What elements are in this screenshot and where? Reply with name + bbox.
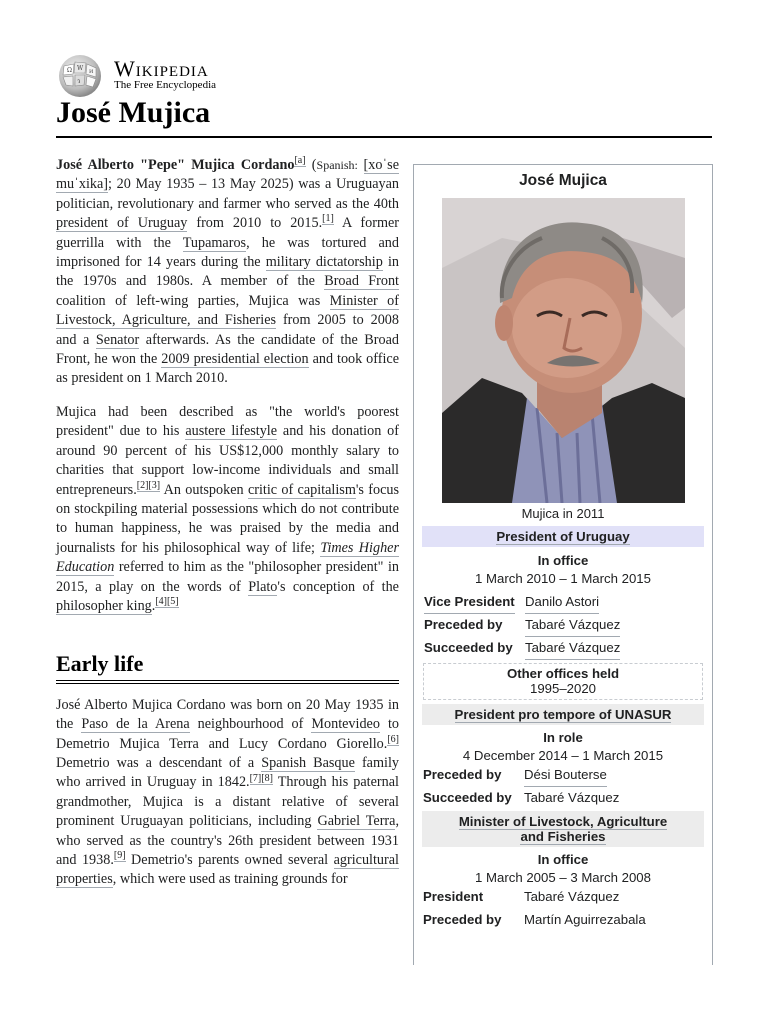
link-minister-header-1[interactable]: Minister of Livestock, Agriculture	[458, 814, 668, 829]
vice-president-row	[414, 590, 712, 613]
unasur-succeeded-label: Succeeded by	[423, 790, 512, 805]
ref-7-8[interactable]: [7][8]	[249, 772, 273, 784]
ipa-link[interactable]: [xoˈse muˈxika]	[56, 157, 399, 193]
link-broad-front[interactable]: Broad Front	[324, 273, 399, 290]
succeeded-by-row	[414, 636, 712, 659]
ref-6[interactable]: [6]	[387, 733, 399, 745]
minister-president-value: Tabaré Vázquez	[524, 889, 620, 904]
infobox-header-minister	[422, 811, 704, 847]
unasur-preceded-row	[414, 763, 712, 786]
minister-in-office-label: In office	[537, 852, 589, 867]
infobox-header-unasur	[422, 704, 704, 725]
paragraph-2: Mujica had been described as "the world's poorest president" due to his austere lifestyle and his donation of around 90 percent of his US$12,000 monthly salary to charities that support low-income individuals and small entrepreneurs.[2][3] An outspoken critic of capitalism's focus on stockpiling material possessions which do not contribute to human happiness, he was praised by the media and journalists for his philosophical way of life; Times Higher Education referred to him as the "philosopher president" in 2015, a play on the words of Plato's conception of the philosopher king.[4][5]	[56, 403, 399, 614]
vice-president-label[interactable]: Vice President	[424, 590, 515, 614]
site-header	[56, 52, 712, 94]
link-president-of-uruguay[interactable]: president of Uruguay	[56, 215, 188, 232]
svg-text:Ω: Ω	[67, 67, 72, 74]
link-gabriel-terra[interactable]: Gabriel Terra	[317, 813, 396, 830]
minister-president-label: President	[423, 889, 484, 904]
link-danilo-astori[interactable]: Danilo Astori	[525, 590, 599, 614]
link-paso-de-la-arena[interactable]: Paso de la Arena	[81, 716, 190, 733]
site-tagline: The Free Encyclopedia	[114, 79, 217, 91]
photo-caption: Mujica in 2011	[521, 506, 605, 521]
wikipedia-globe-logo[interactable]	[56, 54, 104, 98]
unasur-successor: Tabaré Vázquez	[524, 790, 620, 805]
minister-preceded-row	[414, 908, 712, 931]
preceded-by-label: Preceded by	[424, 617, 503, 632]
succeeded-by-label: Succeeded by	[424, 640, 513, 655]
link-montevideo[interactable]: Montevideo	[311, 716, 380, 733]
link-senator[interactable]: Senator	[95, 331, 140, 348]
link-times-higher-education[interactable]: Times Higher Education	[56, 539, 399, 576]
ref-4-5[interactable]: [4][5]	[155, 596, 179, 608]
link-tupamaros[interactable]: Tupamaros	[182, 234, 247, 251]
title-divider	[56, 136, 712, 138]
page-title: José Mujica	[56, 96, 211, 129]
infobox-header-president	[422, 526, 704, 547]
wikipedia-wordmark[interactable]: Wikipedia	[114, 56, 209, 81]
link-2009-election[interactable]: 2009 presidential election	[161, 351, 309, 368]
link-critic-of-capitalism[interactable]: critic of capitalism	[247, 481, 356, 498]
link-desi-bouterse[interactable]: Dési Bouterse	[524, 763, 607, 787]
ref-2-3[interactable]: [2][3]	[136, 479, 161, 491]
other-offices-label: Other offices held	[506, 666, 620, 681]
section-heading-early-life: Early life	[56, 651, 144, 677]
unasur-succeeded-row	[414, 786, 712, 809]
minister-predecessor: Martín Aguirrezabala	[524, 912, 646, 927]
ref-a[interactable]: [a]	[294, 155, 306, 167]
svg-text:И: И	[89, 69, 94, 75]
term-dates: 1 March 2010 – 1 March 2015	[475, 571, 651, 586]
minister-preceded-label: Preceded by	[423, 912, 502, 927]
section-divider	[56, 680, 399, 684]
infobox	[413, 164, 713, 965]
link-agricultural-properties[interactable]: agricultural properties	[56, 852, 399, 888]
link-plato[interactable]: Plato	[248, 578, 278, 595]
preceded-by-row	[414, 613, 712, 636]
other-offices-toggle[interactable]	[423, 663, 703, 700]
other-offices-years: 1995–2020	[529, 681, 596, 696]
ref-1[interactable]: [1]	[322, 213, 334, 225]
in-office-label: In office	[537, 553, 589, 568]
svg-text:W: W	[77, 65, 84, 72]
link-minister-header-2[interactable]: and Fisheries	[520, 829, 606, 844]
link-tabare-vazquez-preceded[interactable]: Tabaré Vázquez	[525, 613, 620, 637]
article-body	[56, 156, 399, 904]
unasur-preceded-label: Preceded by	[423, 767, 502, 782]
link-military-dictatorship[interactable]: military dictatorship	[265, 254, 383, 271]
paragraph-3: José Alberto Mujica Cordano was born on 20 May 1935 in the Paso de la Arena neighbourhood of Montevideo to Demetrio Mujica Terra and Lucy Cordano Giorello.[6] Demetrio was a descendant of a Spanish Basque family who arrived in Uruguay in 1842.[7][8] Through his paternal grandmother, Mujica is a distant relative of several prominent Uruguayan politicians, including Gabriel Terra, who served as the country's 26th president between 1931 and 1938.[9] Demetrio's parents owned several agricultural properties, which were used as training grounds for	[56, 696, 399, 888]
link-tabare-vazquez-succeeded[interactable]: Tabaré Vázquez	[525, 636, 620, 660]
link-minister[interactable]: Minister of Livestock, Agriculture, and Fisheries	[56, 292, 399, 329]
link-spanish-basque[interactable]: Spanish Basque	[261, 754, 355, 771]
lead-name: José Alberto "Pepe" Mujica Cordano	[56, 157, 295, 173]
infobox-title: José Mujica	[519, 172, 607, 189]
link-austere-lifestyle[interactable]: austere lifestyle	[185, 423, 278, 440]
minister-dates: 1 March 2005 – 3 March 2008	[475, 870, 651, 885]
link-president-of-uruguay-header[interactable]: President of Uruguay	[496, 529, 630, 544]
minister-president-row	[414, 885, 712, 908]
link-philosopher-king[interactable]: philosopher king	[56, 597, 152, 614]
ref-9[interactable]: [9]	[113, 850, 126, 862]
lead-paragraph: José Alberto "Pepe" Mujica Cordano[a] (Spanish: [xoˈse muˈxika]; 20 May 1935 – 13 May 2025) was a Uruguayan politician, revolutionary and farmer who served as the 40th president of Uruguay from 2010 to 2015.[1] A former guerrilla with the Tupamaros, he was tortured and imprisoned for 14 years during the military dictatorship in the 1970s and 1980s. A member of the Broad Front coalition of left-wing parties, Mujica was Minister of Livestock, Agriculture, and Fisheries from 2005 to 2008 and a Senator afterwards. As the candidate of the Broad Front, he won the 2009 presidential election and took office as president on 1 March 2010.	[56, 155, 400, 387]
portrait-photo[interactable]	[442, 198, 685, 503]
svg-text:ว: ว	[77, 78, 81, 85]
unasur-dates: 4 December 2014 – 1 March 2015	[462, 748, 664, 763]
in-role-label: In role	[543, 730, 583, 745]
link-unasur-header[interactable]: President pro tempore of UNASUR	[454, 707, 672, 722]
